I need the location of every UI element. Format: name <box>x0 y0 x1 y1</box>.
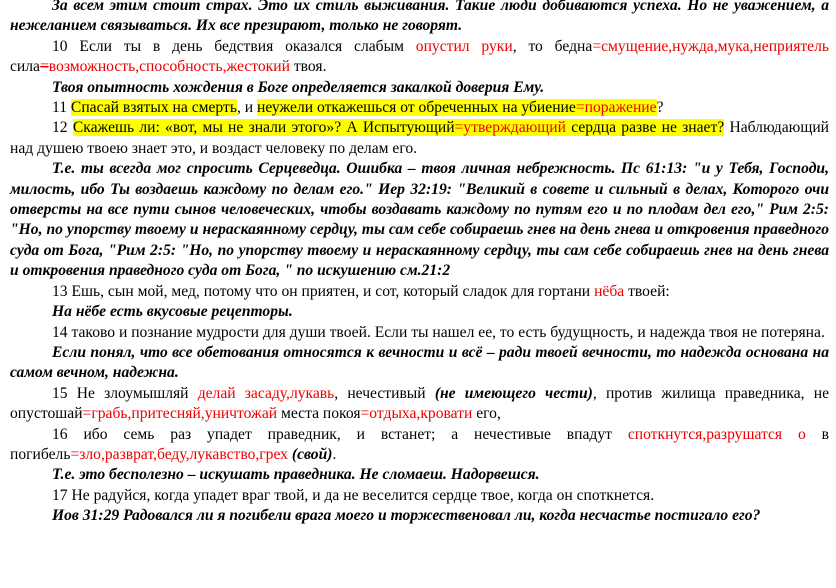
verse-15: 15 Не злоумышляй делай засаду,лукавь, нечестивый (не имеющего чести), против жилища праведника, не опустошай=грабь,притесняй,уничтожай места покоя=отдыха,кровати его, <box>10 384 829 423</box>
verse-16: 16 ибо семь раз упадет праведник, и встанет; а нечестивые впадут споткнутся,разрушатся о в погибель=зло,разврат,беду,лукавство,грех (свой). <box>10 425 830 463</box>
commentary-13: На нёбе есть вкусовые рецепторы. <box>52 303 293 321</box>
commentary-intro: За всем этим стоит страх. Это их стиль выживания. Такие люди добиваются успеха. Но не уважением, а нежеланием связываться. Их все презирают, только не говорят. <box>10 0 829 35</box>
verse-13: 13 Ешь, сын мой, мед, потому что он приятен, и сот, который сладок для гортани нёба твоей: <box>52 282 670 300</box>
verse-11: 11 Спасай взятых на смерть, и неужели откажешься от обреченных на убиение=поражение? <box>52 99 664 117</box>
commentary-12: Т.е. ты всегда мог спросить Серцеведца. Ошибка – твоя личная небрежность. Пс 61:13: "и у Тебя, Господи, милость, ибо Ты воздаешь каждому по делам его." Иер 32:19: "Великий в совете и сильный в делах, Которого очи отверсты на все пути сынов человеческих, чтобы воздавать каждому по путям его и по плодам дел его," Рим 2:5: "Но, по упорству твоему и нераскаянному сердцу, ты сам себе собираешь гнев на день гнева и откровения праведного суда от Бога, "Рим 2:5: "Но, по упорству твоему и нераскаянному сердцу, ты сам себе собираешь гнев на день гнева и откровения праведного суда от Бога, " по искушению см.21:2 <box>10 160 829 280</box>
verse-12: 12 Скажешь ли: «вот, мы не знали этого»? А Испытующий=утверждающий сердца разве не знает? Наблюдающий над душею твоею знает это, и воздаст человеку по делам его. <box>10 119 830 157</box>
verse-14: 14 таково и познание мудрости для души твоей. Если ты нашел ее, то есть будущность, и надежда твоя не потеряна. <box>52 323 825 341</box>
commentary-16: Т.е. это бесполезно – искушать праведника. Не сломаеш. Надорвешся. <box>52 466 540 484</box>
verse-17: 17 Не радуйся, когда упадет враг твой, и да не веселится сердце твое, когда он споткнется. <box>52 486 655 504</box>
verse-10: 10 Если ты в день бедствия оказался слабым опустил руки, то бедна=смущение,нужда,мука,неприятель сила=возможность,способность,жестокий твоя. <box>10 37 829 76</box>
commentary-10: Твоя опытность хождения в Боге определяется закалкой доверия Ему. <box>52 78 545 96</box>
commentary-14: Если понял, что все обетования относятся к вечности и всё – ради твоей вечности, то надежда основана на самом вечном, надежна. <box>10 343 829 382</box>
commentary-17: Иов 31:29 Радовался ли я погибели врага моего и торжественовал ли, когда несчастье постигало его? <box>52 507 761 525</box>
